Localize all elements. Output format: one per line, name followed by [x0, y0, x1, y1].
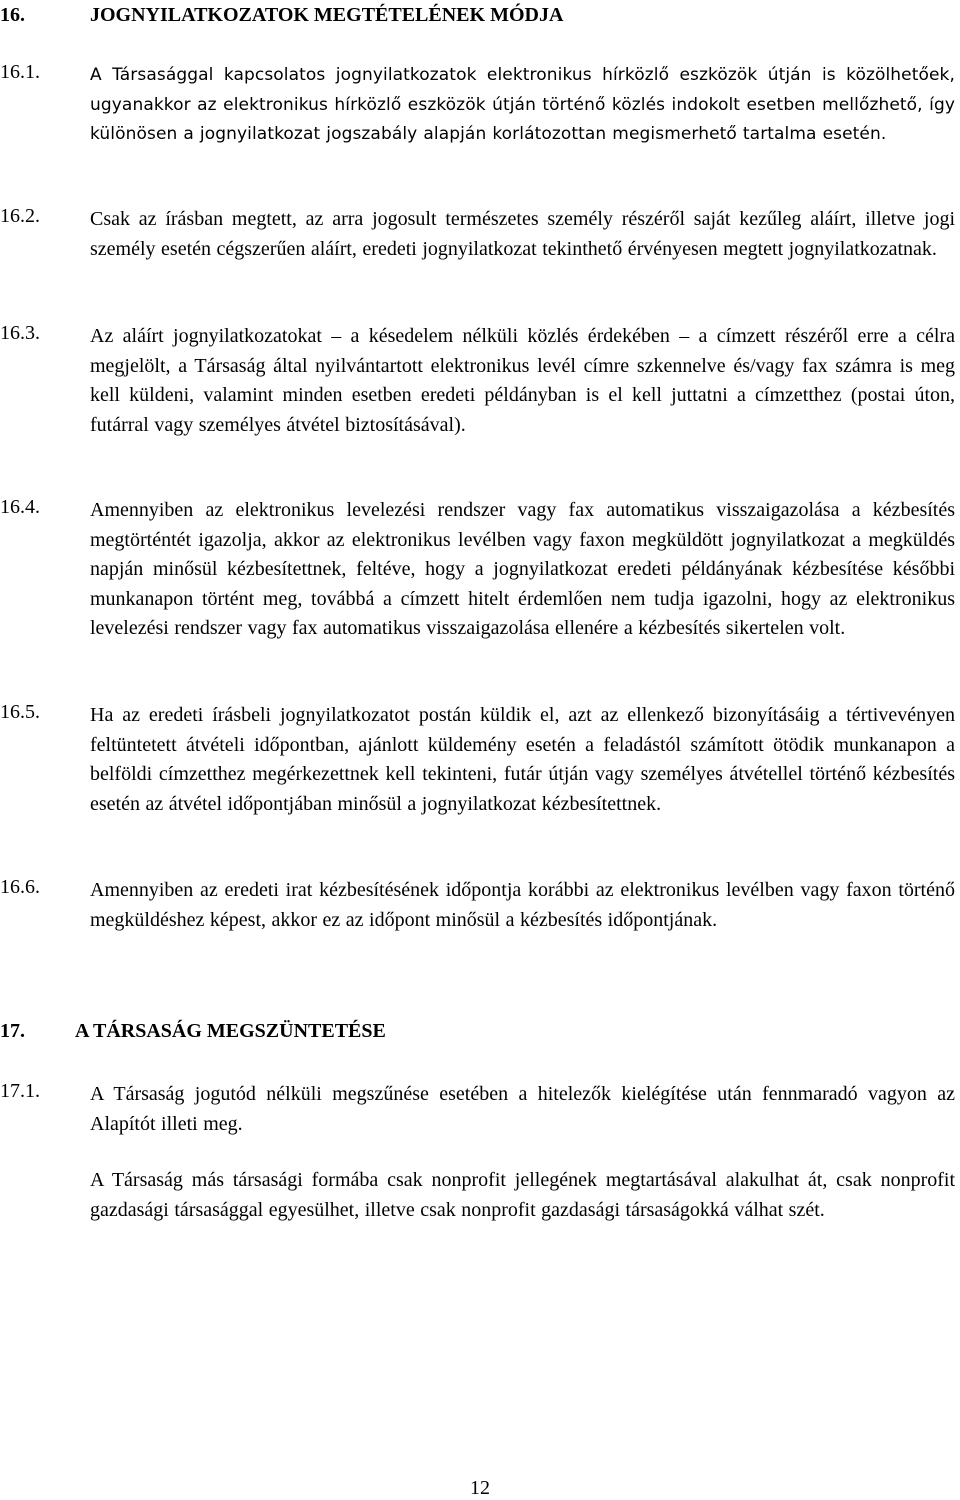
- paragraph-number: 16.5.: [0, 701, 40, 723]
- paragraph-16-1: [0, 61, 955, 150]
- page-number: 12: [470, 1477, 490, 1499]
- paragraph-16-3: [0, 322, 955, 440]
- section-17-heading: [0, 1020, 386, 1043]
- paragraph-text: A Társasággal kapcsolatos jognyilatkozatok elektronikus hírközlő eszközök útján is közölhetőek, ugyanakkor az elektronikus hírközlő eszközök útján történő közlés indokolt esetben mellőzhető, így különösen a jognyilatkozat jogszabály alapján korlátozottan megismerhető tartalma esetén.: [90, 65, 955, 144]
- paragraph-text: A Társaság jogutód nélküli megszűnése esetében a hitelezők kielégítése után fennmaradó vagyon az Alapítót illeti meg.: [90, 1083, 955, 1135]
- section-17-title: A TÁRSASÁG MEGSZÜNTETÉSE: [75, 1020, 386, 1042]
- paragraph-text: A Társaság más társasági formába csak nonprofit jellegének megtartásával alakulhat át, csak nonprofit gazdasági társasággal egyesülhet, illetve csak nonprofit gazdasági társaságokká válhat szét.: [90, 1169, 955, 1221]
- section-16-title: JOGNYILATKOZATOK MEGTÉTELÉNEK MÓDJA: [90, 4, 564, 26]
- paragraph-text: Amennyiben az eredeti irat kézbesítésének időpontja korábbi az elektronikus levélben vagy faxon történő megküldéshez képest, akkor ez az időpont minősül a kézbesítés időpontjának.: [90, 879, 955, 931]
- paragraph-number: 17.1.: [0, 1080, 40, 1102]
- paragraph-number: 16.1.: [0, 61, 40, 83]
- paragraph-number: 16.6.: [0, 876, 40, 898]
- paragraph-text: Ha az eredeti írásbeli jognyilatkozatot postán küldik el, azt az ellenkező bizonyításáig a tértivevényen feltüntetett átvételi időpontban, ajánlott küldemény esetén a feladástól számított ötödik munkanapon a belföldi címzetthez megérkezettnek kell tekinteni, futár útján vagy személyes átvétellel történő kézbesítés esetén az átvétel időpontjában minősül a jognyilatkozat kézbesítettnek.: [90, 704, 955, 815]
- paragraph-17-1: [0, 1080, 955, 1139]
- paragraph-17-1-continued: [90, 1166, 955, 1225]
- paragraph-text: Csak az írásban megtett, az arra jogosult természetes személy részéről saját kezűleg aláírt, illetve jogi személy esetén cégszerűen aláírt, eredeti jognyilatkozat tekinthető érvényesen megtett jognyilatkozatnak.: [90, 208, 955, 260]
- paragraph-16-2: [0, 205, 955, 264]
- paragraph-16-5: [0, 701, 955, 819]
- paragraph-16-6: [0, 876, 955, 935]
- section-17-number: 17.: [0, 1020, 25, 1042]
- paragraph-number: 16.3.: [0, 322, 40, 344]
- paragraph-16-4: [0, 496, 955, 644]
- paragraph-number: 16.2.: [0, 205, 40, 227]
- section-16-number: 16.: [0, 4, 25, 26]
- paragraph-number: 16.4.: [0, 496, 40, 518]
- paragraph-text: Amennyiben az elektronikus levelezési rendszer vagy fax automatikus visszaigazolása a kézbesítés megtörténtét igazolja, akkor az elektronikus levélben vagy faxon megküldött jognyilatkozat a megküldés napján minősül kézbesítettnek, feltéve, hogy a jognyilatkozat eredeti példányának kézbesítése későbbi munkanapon történt meg, továbbá a címzett hitelt érdemlően nem tudja igazolni, hogy az elektronikus levelezési rendszer vagy fax automatikus visszaigazolása ellenére a kézbesítés sikertelen volt.: [90, 499, 955, 639]
- paragraph-text: Az aláírt jognyilatkozatokat – a késedelem nélküli közlés érdekében – a címzett részéről erre a célra megjelölt, a Társaság által nyilvántartott elektronikus levél címre szkennelve és/vagy fax számra is meg kell küldeni, valamint minden esetben eredeti példányban is el kell juttatni a címzetthez (postai úton, futárral vagy személyes átvétel biztosításával).: [90, 325, 955, 436]
- section-16-heading: [0, 4, 563, 27]
